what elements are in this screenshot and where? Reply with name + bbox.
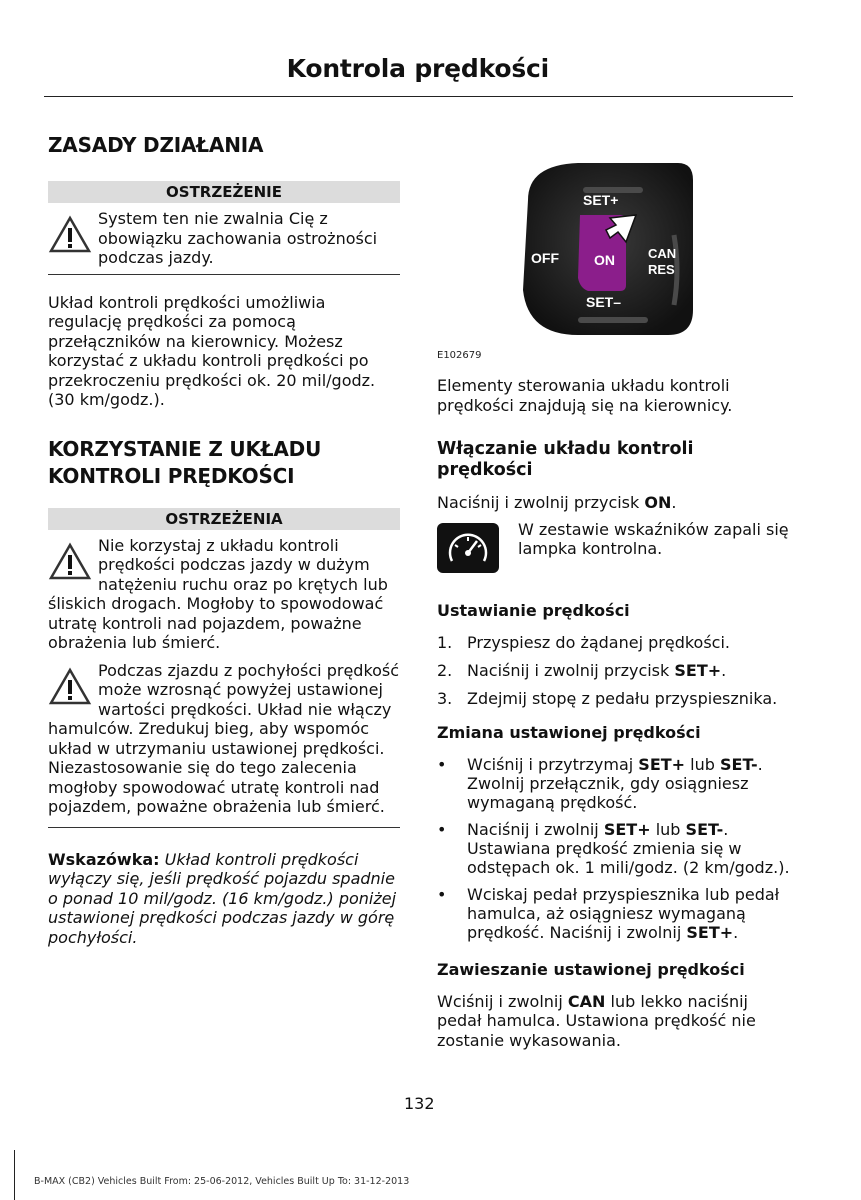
enable-instructions: [437, 493, 793, 513]
change-speed-bullets: [437, 755, 793, 942]
step-number: 2.: [437, 660, 453, 680]
set-minus-label: SET–: [586, 294, 622, 310]
key-set-plus: SET+: [638, 754, 686, 774]
cruise-control-switch-figure: [518, 160, 698, 338]
text-fragment: lub: [685, 754, 720, 774]
warnings-label: OSTRZEŻENIA: [48, 508, 400, 530]
figure-caption: Elementy sterowania układu kontroli prędkości znajdują się na kierownicy.: [437, 376, 733, 415]
warning-row: [48, 661, 400, 817]
section-title-using-cruise-control: KORZYSTANIE Z UKŁADU KONTROLI PRĘDKOŚCI: [48, 436, 322, 488]
step-number: 1.: [437, 632, 453, 652]
sub-title-set-speed: Ustawianie prędkości: [437, 600, 630, 620]
note-text: Układ kontroli prędkości wyłączy się, jeśli prędkość pojazdu spadnie o ponad 10 mil/godz. (16 km/godz.) poniżej ustawionej prędkości podczas jazdy w górę pochyłości.: [48, 849, 397, 947]
key-set-minus: SET-: [685, 819, 724, 839]
figure-code: E102679: [437, 350, 482, 361]
list-item: [437, 689, 793, 709]
indicator-lamp-text: W zestawie wskaźników zapali się lampka kontrolna.: [518, 519, 789, 558]
text-fragment: Wciśnij i zwolnij: [437, 991, 568, 1011]
step-text: Przyspiesz do żądanej prędkości.: [467, 632, 731, 652]
set-plus-label: SET+: [583, 192, 619, 208]
step-text: Zdejmij stopę z pedału przyspiesznika.: [467, 688, 778, 708]
warning-triangle-icon: [48, 667, 92, 707]
left-column: [48, 130, 400, 947]
list-item: [437, 885, 793, 942]
warning-triangle-icon: [48, 542, 92, 582]
text-fragment: Naciśnij i zwolnij: [467, 819, 604, 839]
warnings-body: [48, 530, 400, 828]
cruise-control-indicator-icon: [437, 523, 499, 573]
intro-paragraph: Układ kontroli prędkości umożliwia regulację prędkości za pomocą przełączników na kierownicy. Możesz korzystać z układu kontroli prędkości po przekroczeniu prędkości ok. 20 mil/godz. (30 km/godz.).: [48, 292, 376, 409]
footer-vehicle-info: B-MAX (CB2) Vehicles Built From: 25-06-2012, Vehicles Built Up To: 31-12-2013: [34, 1176, 410, 1187]
text-fragment: lub lekko naciśnij pedał hamulca. Ustawiona prędkość nie zostanie wykasowania.: [437, 991, 756, 1050]
off-label: OFF: [531, 250, 559, 266]
text-fragment: lub: [650, 819, 686, 839]
warning-label: OSTRZEŻENIE: [48, 181, 400, 203]
key-set-plus: SET+: [603, 819, 651, 839]
crop-mark: [14, 1150, 15, 1200]
key-can: CAN: [567, 991, 606, 1011]
page-title: Kontrola prędkości: [286, 54, 549, 83]
warning-box-1: [48, 181, 400, 275]
text-fragment: .: [671, 493, 677, 512]
sub-title-enable: Włączanie układu kontroli prędkości: [437, 439, 694, 480]
key-set-minus: SET-: [720, 754, 758, 774]
set-minus-rocker: [578, 317, 648, 323]
bullet: •: [437, 884, 447, 904]
warning-text: System ten nie zwalnia Cię z obowiązku zachowania ostrożności podczas jazdy.: [98, 209, 378, 267]
section-title-operating-principles: ZASADY DZIAŁANIA: [48, 133, 264, 157]
on-label: ON: [594, 252, 615, 268]
key-set-plus: SET+: [686, 922, 734, 942]
list-item: [437, 633, 793, 653]
key-set-plus: SET+: [674, 660, 722, 680]
step-number: 3.: [437, 688, 453, 708]
indicator-lamp-row: [437, 519, 793, 573]
warning-row: [48, 209, 400, 268]
warning-row: [48, 536, 400, 653]
set-speed-steps: [437, 633, 793, 709]
bullet: •: [437, 754, 447, 774]
list-item: [437, 755, 793, 812]
list-item: [437, 661, 793, 681]
text-fragment: Wciskaj pedał przyspiesznika lub pedał hamulca, aż osiągniesz wymaganą prędkość. Naciśnij i zwolnij: [467, 884, 780, 942]
text-fragment: . Ustawiana prędkość zmienia się w odstępach ok. 1 mili/godz. (2 km/godz.).: [467, 819, 790, 877]
res-label: RES: [648, 262, 675, 277]
note-paragraph: [48, 850, 400, 948]
header-divider: [44, 96, 793, 97]
bullet: •: [437, 819, 447, 839]
key-on: ON: [644, 493, 672, 512]
text-fragment: .: [733, 922, 739, 942]
note-label: Wskazówka:: [48, 849, 160, 869]
warning-body: [48, 203, 400, 275]
step-text: Naciśnij i zwolnij przycisk: [467, 660, 675, 680]
warning-triangle-icon: [48, 215, 92, 255]
list-item: [437, 820, 793, 877]
step-text: .: [721, 660, 727, 680]
sub-title-change-speed: Zmiana ustawionej prędkości: [437, 722, 701, 742]
text-fragment: . Zwolnij przełącznik, gdy osiągniesz wymaganą prędkość.: [467, 754, 763, 812]
can-label: CAN: [648, 246, 677, 261]
suspend-instructions: [437, 992, 793, 1051]
page-number: 132: [404, 1094, 435, 1113]
text-fragment: Naciśnij i zwolnij przycisk: [437, 493, 645, 512]
warning-text: Nie korzystaj z układu kontroli prędkości podczas jazdy w dużym natężeniu ruchu oraz po krętych lub śliskich drogach. Mogłoby to spowodować utratę kontroli nad pojazdem, poważne obrażenia lub śmierć.: [48, 535, 388, 652]
warning-box-2: [48, 508, 400, 828]
text-fragment: Wciśnij i przytrzymaj: [467, 754, 639, 774]
warning-text: Podczas zjazdu z pochyłości prędkość może wzrosnąć powyżej ustawionej wartości prędkości. Układ nie włączy hamulców. Zredukuj bieg, aby wspomóc układ w utrzymaniu ustawionej prędkości. Niezastosowanie się do tego zalecenia mogłoby spowodować utratę kontroli nad pojazdem, poważne obrażenia lub śmierć.: [48, 660, 400, 816]
sub-title-suspend-speed: Zawieszanie ustawionej prędkości: [437, 959, 745, 979]
right-column: [437, 376, 793, 1050]
